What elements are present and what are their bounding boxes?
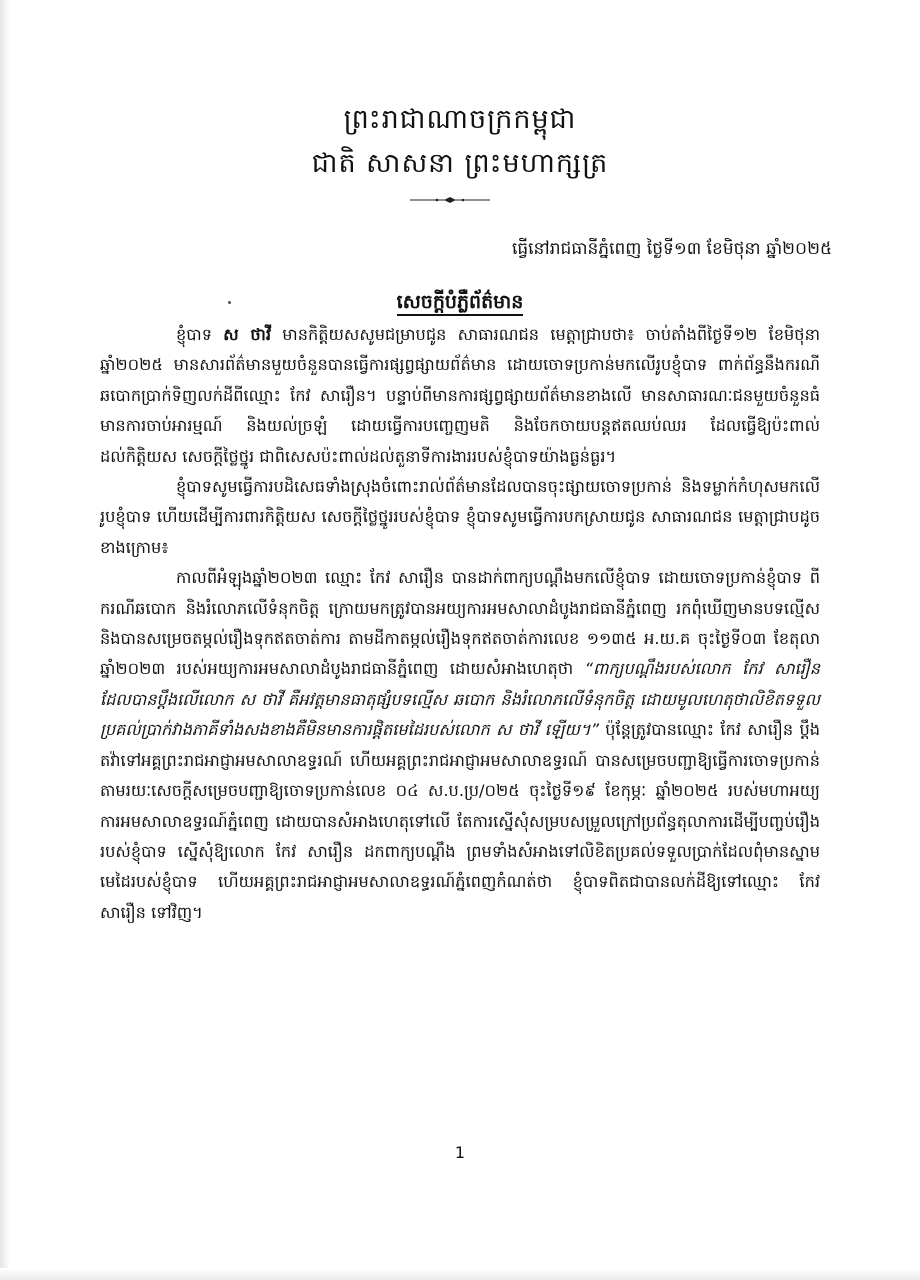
- document-title: [0, 288, 920, 316]
- paragraph-3-before: កាលពីអំឡុងឆ្នាំ២០២៣ ឈ្មោះ កែវ សារឿន បានដាក់ពាក្យបណ្តឹងមកលើខ្ញុំបាទ ដោយចោទប្រកាន់ខ្ញុំបាទ ពីករណីឆបោក និងរំលោភលើទំនុកចិត្ត ក្រោយមកត្រូវបានអយ្យការអមសាលាដំបូងរាជធានីភ្នំពេញ រកពុំឃើញមានបទល្មើស និងបានសម្រេចតម្កល់រឿងទុកឥតចាត់ការ តាមដីកាតម្កល់រឿងទុកឥតចាត់ការលេខ ១១៣៥ អ.យ.គ ចុះថ្ងៃទី០៣ ខែតុលា ឆ្នាំ២០២៣ របស់អយ្យការអមសាលាដំបូងរាជធានីភ្នំពេញ ដោយសំអាងហេតុថា: [100, 568, 820, 679]
- date-line: ធ្វើនៅរាជធានីភ្នំពេញ ថ្ងៃទី១៣ ខែមិថុនា ឆ្នាំ២០២៥: [511, 239, 832, 259]
- national-motto: ជាតិ សាសនា ព្រះមហាក្សត្រ: [311, 148, 609, 179]
- paragraph-1: [100, 320, 820, 472]
- paragraph-1-intro: ខ្ញុំបាទ: [176, 325, 224, 344]
- document-body: [100, 320, 820, 928]
- paragraph-3: [100, 563, 820, 928]
- paragraph-1-text: មានកិត្តិយសសូមជម្រាបជូន សាធារណជន មេត្តាជ្រាបថា៖ ចាប់តាំងពីថ្ងៃទី១២ ខែមិថុនា ឆ្នាំ២០២៥ មានសារព័ត៌មានមួយចំនួនបានធ្វើការផ្សព្វផ្សាយព័ត៌មាន ដោយចោទប្រកាន់មកលើរូបខ្ញុំបាទ ពាក់ព័ន្ធនឹងករណីឆបោកប្រាក់ទិញលក់ដីពីឈ្មោះ កែវ សារឿន។ បន្ទាប់ពីមានការផ្សព្វផ្សាយព័ត៌មានខាងលើ មានសាធារណៈជនមួយចំនួនធំមានការចាប់អារម្មណ៍ និងយល់ច្រឡំ ដោយធ្វើការបញ្ចេញមតិ និងចែកចាយបន្តឥតឈប់ឈរ ដែលធ្វើឱ្យប៉ះពាល់ដល់កិត្តិយស សេចក្តីថ្លៃថ្នូរ ជាពិសេសប៉ះពាល់ដល់តួនាទីការងាររបស់ខ្ញុំបាទយ៉ាងធ្ងន់ធ្ងរ។: [100, 325, 821, 466]
- scan-speck: [228, 301, 231, 304]
- paragraph-3-after: ប៉ុន្តែត្រូវបានឈ្មោះ កែវ សារឿន ប្តឹងតវ៉ាទៅអគ្គព្រះរាជអាជ្ញាអមសាលាឧទ្ធរណ៍ ហើយអគ្គព្រះរាជអាជ្ញាអមសាលាឧទ្ធរណ៍ បានសម្រេចបញ្ជាឱ្យធ្វើការចោទប្រកាន់ តាមរយៈសេចក្តីសម្រេចបញ្ជាឱ្យចោទប្រកាន់លេខ ០៤ ស.ប.ប្រ/០២៥ ចុះថ្ងៃទី១៩ ខែកុម្ភៈ ឆ្នាំ២០២៥ របស់មហាអយ្យការអមសាលាឧទ្ធរណ៍ភ្នំពេញ ដោយបានសំអាងហេតុទៅលើ តែការស្នើសុំសម្របសម្រួលក្រៅប្រព័ន្ធតុលាការដើម្បីបញ្ចប់រឿងរបស់ខ្ញុំបាទ ស្នើសុំឱ្យលោក កែវ សារឿន ដកពាក្យបណ្តឹង ព្រមទាំងសំអាងទៅលិខិតប្រគល់ទទួលប្រាក់ដែលពុំមានស្នាមមេដៃរបស់ខ្ញុំបាទ ហើយអគ្គព្រះរាជអាជ្ញាអមសាលាឧទ្ធរណ៍ភ្នំពេញកំណត់ថា ខ្ញុំបាទពិតជាបានលក់ដីឱ្យទៅឈ្មោះ កែវ សារឿន ទៅវិញ។: [100, 720, 820, 922]
- document-header: [0, 98, 920, 186]
- page-number: 1: [454, 1143, 466, 1162]
- paragraph-2: ខ្ញុំបាទសូមធ្វើការបដិសេធទាំងស្រុងចំពោះរាល់ព័ត៌មានដែលបានចុះផ្សាយចោទប្រកាន់ និងទម្លាក់កំហុសមកលើរូបខ្ញុំបាទ ហើយដើម្បីការពារកិត្តិយស សេចក្តីថ្លៃថ្នូររបស់ខ្ញុំបាទ ខ្ញុំបាទសូមធ្វើការបកស្រាយជូន សាធារណជន មេត្តាជ្រាបដូចខាងក្រោម៖: [100, 477, 820, 557]
- page-edge-shadow: [0, 0, 10, 1280]
- page-bottom-shadow: [0, 1268, 920, 1280]
- kingdom-heading: ព្រះរាជាណាចក្រកម្ពុជា: [343, 104, 577, 135]
- paragraph-3-quote: “ពាក្យបណ្តឹងរបស់លោក កែវ សារឿន ដែលបានប្តឹងលើលោក ស ថាវី គឺអវត្តមានធាតុផ្សំបទល្មើស ឆបោក និងរំលោភលើទំនុកចិត្ត ដោយមូលហេតុថាលិខិតទទួល ប្រគល់ប្រាក់វាងភាគីទាំងសងខាងគឺមិនមានការផ្តិតមេដៃរបស់លោក ស ថាវី ឡើយ។”: [100, 659, 821, 740]
- author-name: ស ថាវី: [223, 325, 271, 344]
- document-title-text: សេចក្តីបំភ្លឺព័ត៌មាន: [397, 291, 524, 316]
- divider-ornament-icon: [410, 196, 490, 204]
